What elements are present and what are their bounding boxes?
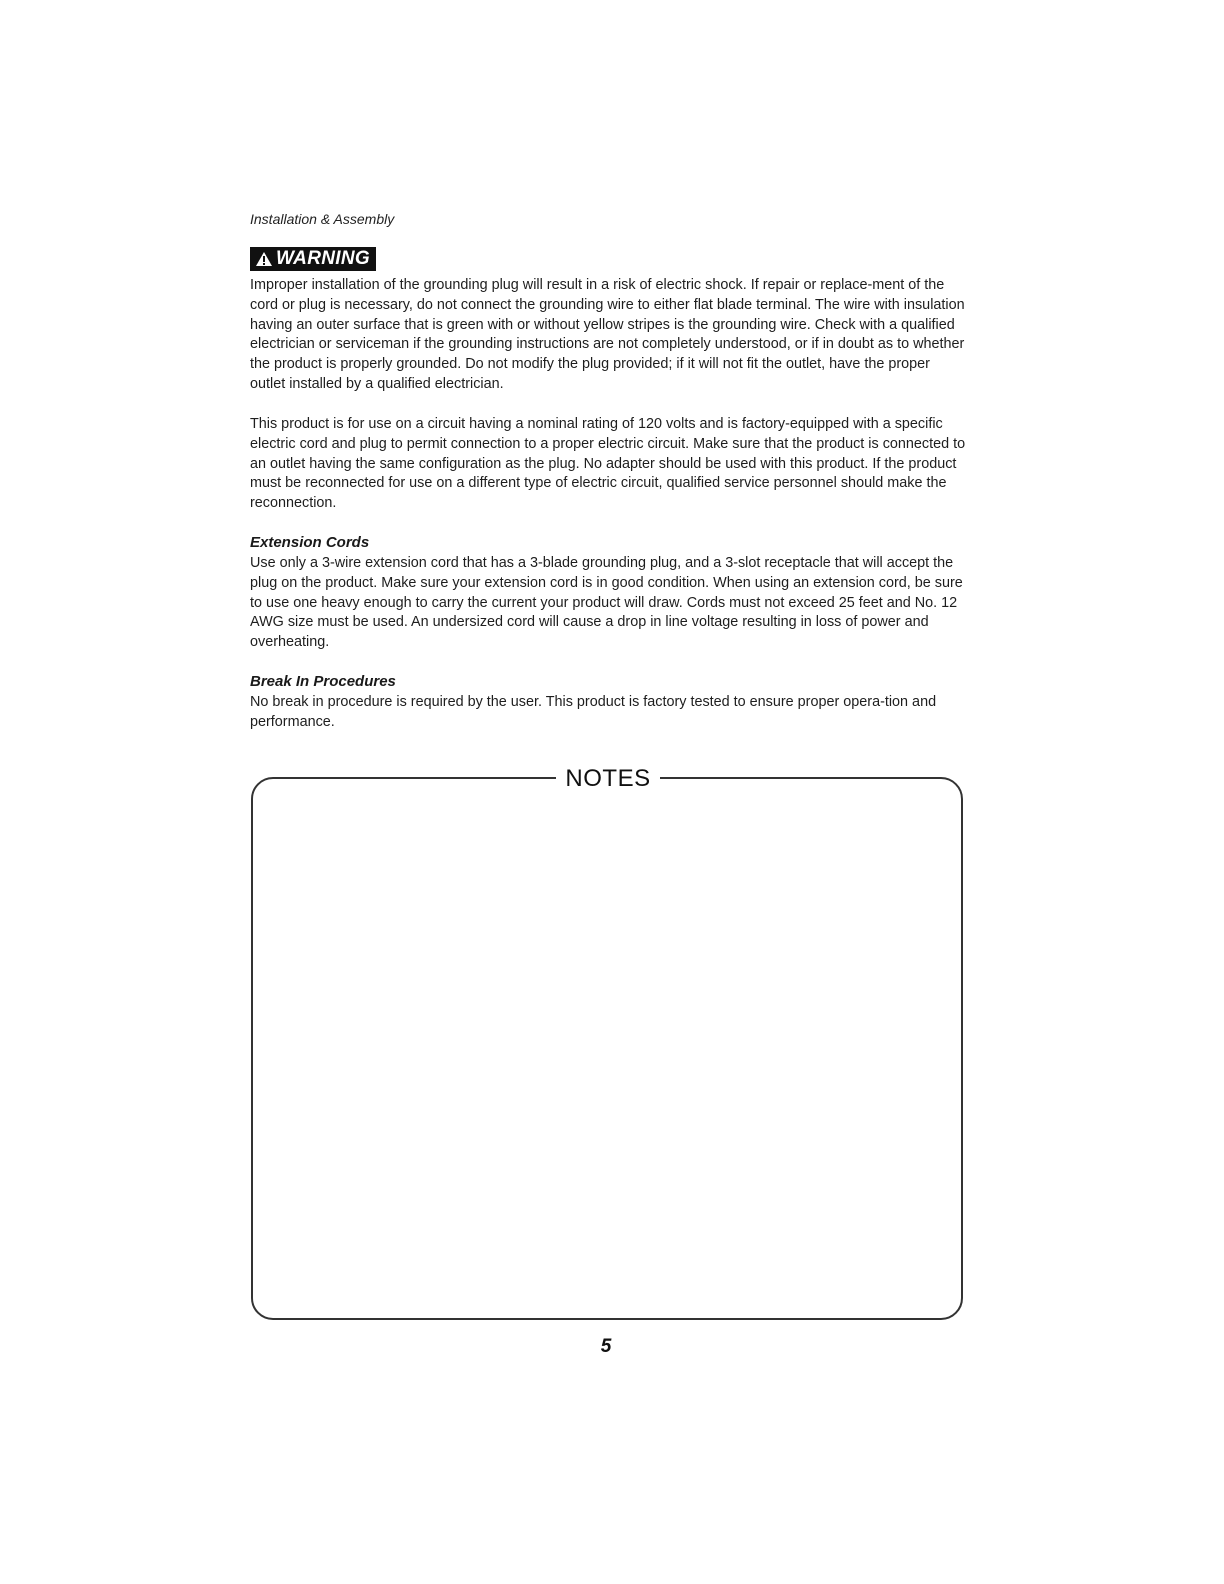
section-header: Installation & Assembly — [250, 211, 395, 227]
notes-title: NOTES — [556, 763, 660, 795]
extension-cords-paragraph: Use only a 3-wire extension cord that has a 3-blade grounding plug, and a 3-slot receptacle that will accept the plug on the product. Make sure your extension cord is in good condition. When using an extension cord, be sure to use one heavy enough to carry the current your product will draw. Cords must not exceed 25 feet and No. 12 AWG size must be used. An undersized cord will cause a drop in line voltage resulting in loss of power and overheating. — [250, 555, 963, 651]
extension-cords-heading: Extension Cords — [250, 534, 370, 551]
page-number: 5 — [600, 1336, 612, 1357]
circuit-paragraph: This product is for use on a circuit having a nominal rating of 120 volts and is factory-equipped with a specific electric cord and plug to permit connection to a proper electric circuit. Make sure that the product is connected to an outlet having the same configuration as the plug. No adapter should be used with this product. If the product must be reconnected for use on a different type of electric circuit, qualified service personnel should make the reconnection. — [250, 416, 966, 512]
warning-text: Improper installation of the grounding plug will result in a risk of electric shock. If repair or replace-ment of the cord or plug is necessary, do not connect the grounding wire to either flat blade terminal. The wire with insulation having an outer surface that is green with or without yellow stripes is the grounding wire. Check with a qualified electrician or serviceman if the grounding instructions are not completely understood, or if in doubt as to whether the product is properly grounded. Do not modify the plug provided; if it will not fit the outlet, have the proper outlet installed by a qualified electrician. — [250, 277, 965, 392]
notes-box — [251, 777, 963, 1320]
break-in-paragraph: No break in procedure is required by the user. This product is factory tested to ensure proper opera-tion and performance. — [250, 694, 937, 730]
break-in-heading: Break In Procedures — [250, 673, 396, 690]
warning-triangle-icon — [255, 251, 273, 267]
warning-badge — [250, 247, 376, 271]
warning-label: WARNING — [276, 248, 370, 269]
